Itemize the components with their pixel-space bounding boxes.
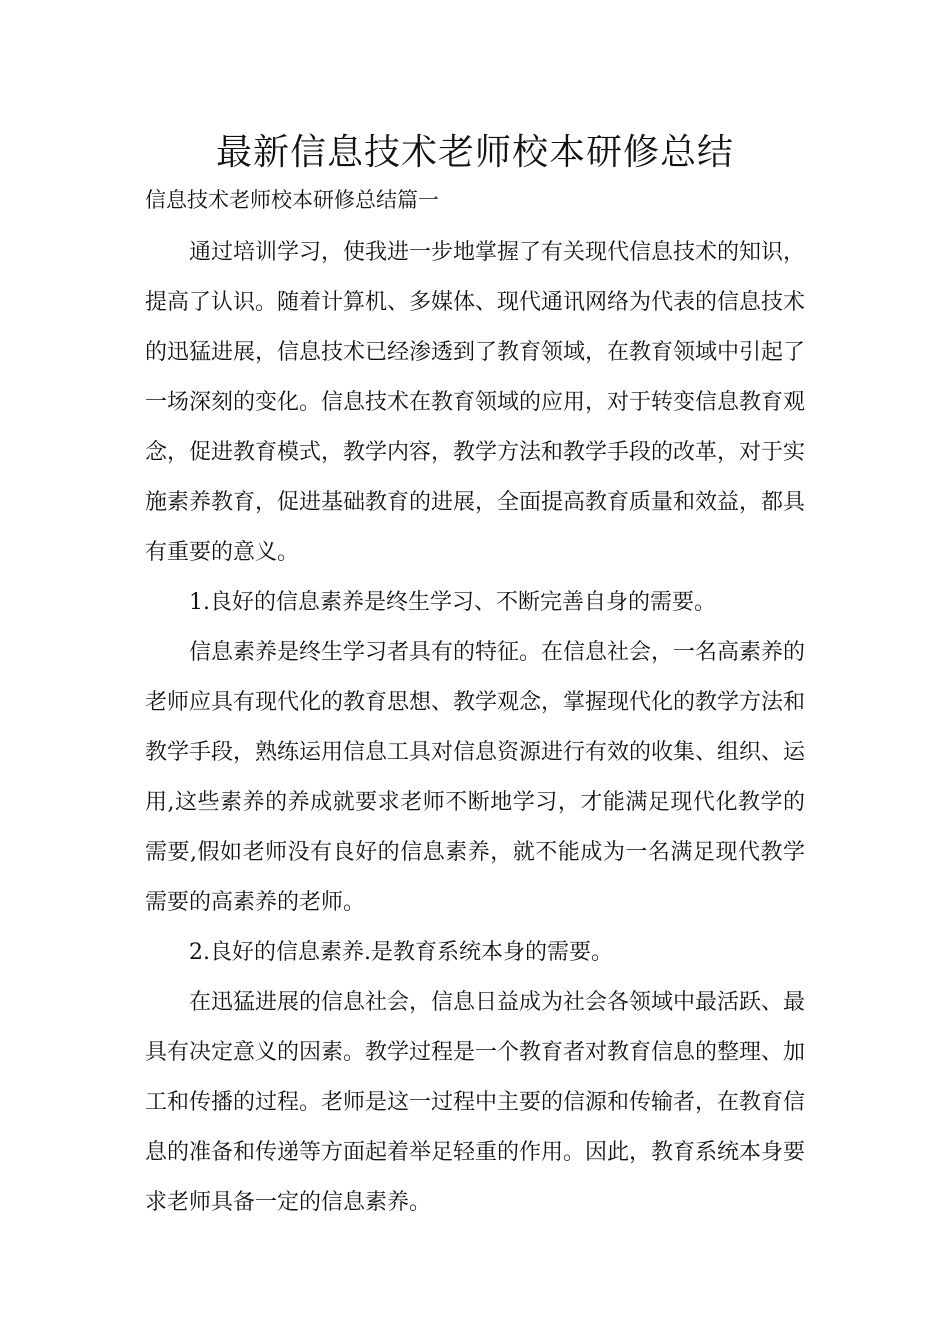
- body-heading-point-2: 2.良好的信息素养.是教育系统本身的需要。: [189, 940, 613, 965]
- body-heading-point-1: 1.良好的信息素养是终生学习、不断完善自身的需要。: [189, 590, 716, 615]
- section-subtitle: 信息技术老师校本研修总结篇一: [145, 188, 439, 212]
- body-paragraph-intro: 通过培训学习，使我进一步地掌握了有关现代信息技术的知识，提高了认识。随着计算机、多媒体、现代通讯网络为代表的信息技术的迅猛进展，信息技术已经渗透到了教育领域，在教育领域中引起了一场深刻的变化。信息技术在教育领域的应用，对于转变信息教育观念，促进教育模式，教学内容，教学方法和教学手段的改革，对于实施素养教育，促进基础教育的进展，全面提高教育质量和效益，都具有重要的意义。: [145, 240, 806, 565]
- document-body: [145, 228, 805, 1228]
- document-title: 最新信息技术老师校本研修总结: [215, 132, 734, 173]
- body-paragraph-point-2: 在迅猛进展的信息社会，信息日益成为社会各领域中最活跃、最具有决定意义的因素。教学过程是一个教育者对教育信息的整理、加工和传播的过程。老师是这一过程中主要的信源和传输者，在教育信息的准备和传递等方面起着举足轻重的作用。因此，教育系统本身要求老师具备一定的信息素养。: [145, 990, 806, 1215]
- body-paragraph-point-1: 信息素养是终生学习者具有的特征。在信息社会，一名高素养的老师应具有现代化的教育思想、教学观念，掌握现代化的教学方法和教学手段，熟练运用信息工具对信息资源进行有效的收集、组织、运用,这些素养的养成就要求老师不断地学习，才能满足现代化教学的需要,假如老师没有良好的信息素养，就不能成为一名满足现代教学需要的高素养的老师。: [145, 640, 806, 915]
